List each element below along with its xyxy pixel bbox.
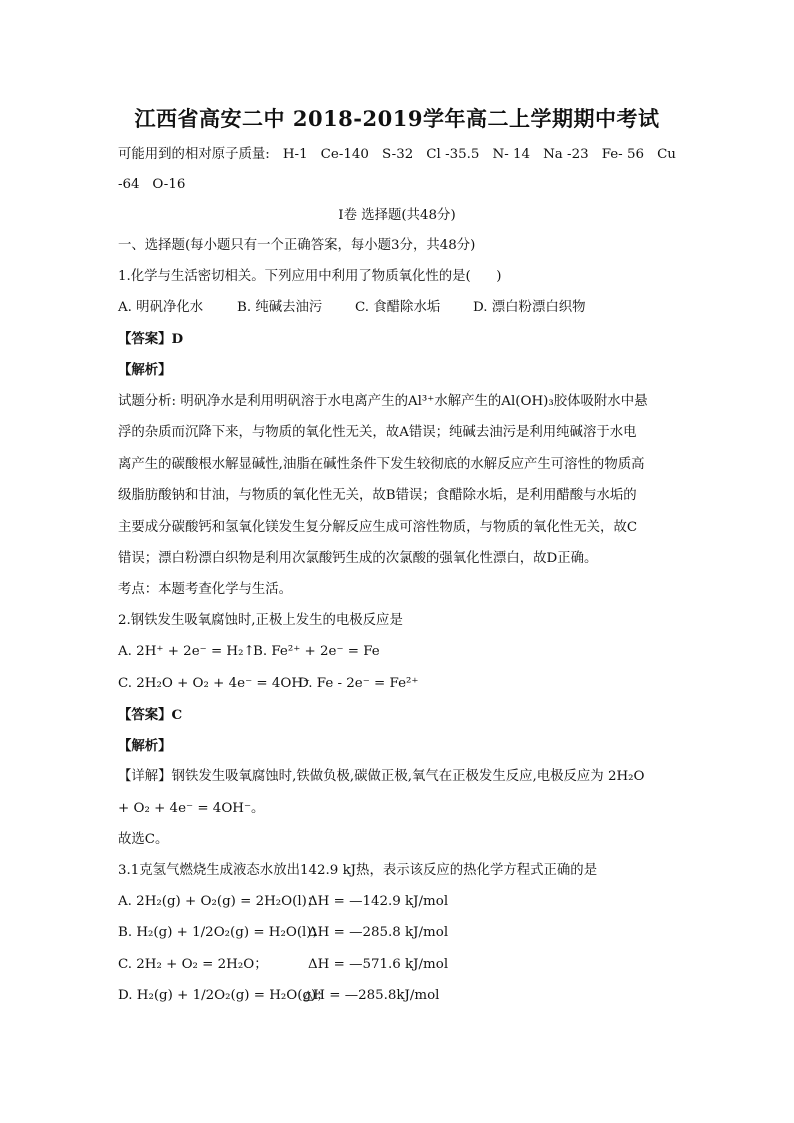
atomic-mass-item: Cl -35.5: [426, 147, 480, 162]
q2-stem: 2.钢铁发生吸氧腐蚀时,正极上发生的电极反应是: [118, 613, 403, 628]
q2-option-a: A. 2H⁺ + 2e⁻ = H₂↑: [118, 644, 255, 659]
q1-option-d: D. 漂白粉漂白织物: [473, 300, 586, 315]
q1-analysis-line: 离产生的碳酸根水解显碱性,油脂在碱性条件下发生较彻底的水解反应产生可溶性的物质高: [118, 457, 645, 472]
q2-options-ab: [118, 642, 380, 662]
q2-detail: 【详解】钢铁发生吸氧腐蚀时,铁做负极,碳做正极,氧气在正极发生反应,电极反应为 2H₂O: [118, 769, 645, 784]
q1-analysis-line: 浮的杂质而沉降下来，与物质的氧化性无关，故A错误；纯碱去油污是利用纯碱溶于水电: [118, 425, 637, 440]
q3-option-equation: D. H₂(g) + 1/2O₂(g) = H₂O(g)；: [118, 988, 330, 1003]
q1-analysis-line: 错误；漂白粉漂白织物是利用次氯酸钙生成的次氯酸的强氧化性漂白，故D正确。: [118, 551, 598, 566]
q2-answer: 【答案】C: [118, 707, 183, 723]
atomic-mass-item: S-32: [382, 147, 414, 162]
atomic-mass-item: H-1: [282, 147, 308, 162]
q1-analysis-line: 试题分析: 明矾净水是利用明矾溶于水电离产生的Al³⁺水解产生的Al(OH)₃胶体吸附水中悬: [118, 394, 648, 409]
q1-analysis-line: 级脂肪酸钠和甘油，与物质的氧化性无关，故B错误；食醋除水垢，是利用醋酸与水垢的: [118, 488, 637, 503]
q3-option-equation: A. 2H₂(g) + O₂(g) = 2H₂O(l)；: [118, 894, 321, 909]
q2-option-b: B. Fe²⁺ + 2e⁻ = Fe: [253, 644, 380, 659]
q3-option-enthalpy: ΔH = —142.9 kJ/mol: [308, 894, 449, 909]
atomic-mass-cont: -64 O-16: [118, 177, 186, 192]
q3-option-c: [118, 955, 448, 975]
q3-option-d: [118, 986, 439, 1006]
q3-option-enthalpy: △H = —285.8kJ/mol: [303, 988, 440, 1003]
q3-option-a: [118, 892, 448, 912]
q3-option-equation: C. 2H₂ + O₂ = 2H₂O；: [118, 957, 268, 972]
q1-option-c: C. 食醋除水垢: [355, 300, 441, 315]
q1-analysis-line: 主要成分碳酸钙和氢氧化镁发生复分解反应生成可溶性物质，与物质的氧化性无关，故C: [118, 520, 638, 535]
q1-kaodian: 考点：本题考查化学与生活。: [118, 582, 293, 597]
atomic-mass-line: [118, 145, 676, 165]
q1-options: [118, 298, 586, 318]
atomic-mass-item: Cu: [657, 147, 676, 162]
q1-stem: 1.化学与生活密切相关。下列应用中利用了物质氧化性的是( ): [118, 269, 502, 284]
q2-option-c: C. 2H₂O + O₂ + 4e⁻ = 4OH⁻: [118, 676, 311, 691]
atomic-mass-label: 可能用到的相对原子质量:: [118, 147, 270, 162]
q2-detail-cont: + O₂ + 4e⁻ = 4OH⁻。: [118, 801, 265, 816]
q3-option-enthalpy: ΔH = —571.6 kJ/mol: [308, 957, 449, 972]
section-title: Ⅰ卷 选择题(共48分): [338, 208, 456, 223]
part-heading: 一、选择题(每小题只有一个正确答案，每小题3分，共48分): [118, 238, 476, 253]
q3-option-b: [118, 923, 448, 943]
atomic-mass-item: N- 14: [492, 147, 531, 162]
q3-option-enthalpy: ΔH = —285.8 kJ/mol: [308, 925, 449, 940]
page-title: 江西省高安二中 2018-2019学年高二上学期期中考试: [134, 106, 660, 131]
q3-stem: 3.1克氢气燃烧生成液态水放出142.9 kJ热，表示该反应的热化学方程式正确的是: [118, 863, 598, 878]
atomic-mass-item: Ce-140: [320, 147, 369, 162]
q2-choose: 故选C。: [118, 832, 169, 847]
q2-options-cd: [118, 674, 418, 694]
q3-option-equation: B. H₂(g) + 1/2O₂(g) = H₂O(l)；: [118, 925, 325, 940]
q1-option-a: A. 明矾净化水: [118, 300, 204, 315]
atomic-mass-item: Na -23: [543, 147, 589, 162]
q1-analysis-label: 【解析】: [118, 362, 172, 378]
atomic-mass-item: Fe- 56: [601, 147, 644, 162]
q2-analysis-label: 【解析】: [118, 738, 172, 754]
q1-option-b: B. 纯碱去油污: [237, 300, 323, 315]
q1-answer: 【答案】D: [118, 331, 184, 347]
q2-option-d: D. Fe - 2e⁻ = Fe²⁺: [298, 676, 419, 691]
